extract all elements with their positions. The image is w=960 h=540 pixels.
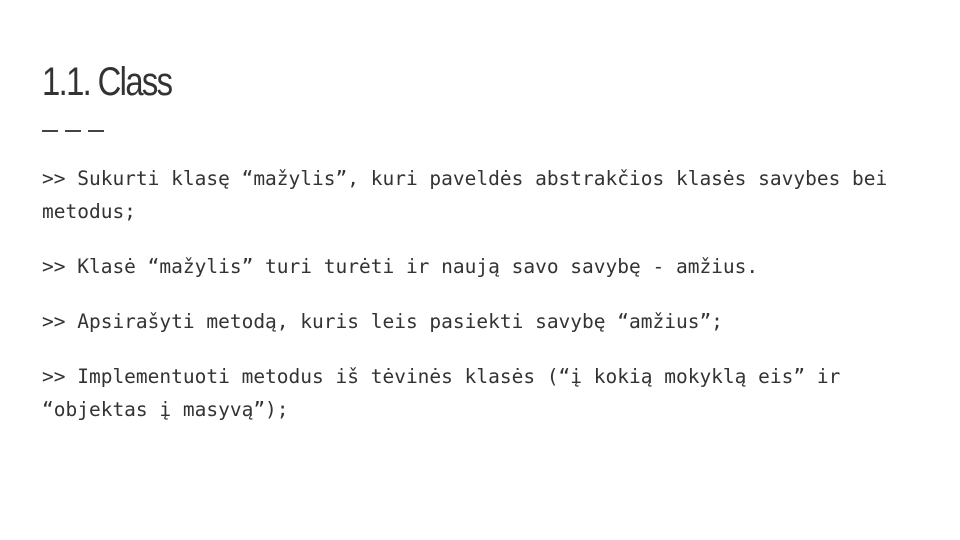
slide-body — [42, 162, 922, 448]
slide-title: 1.1. Class — [42, 60, 172, 104]
bullet-new-property: >> Klasė “mažylis” turi turėti ir naują savo savybę - amžius. — [42, 255, 759, 278]
title-divider — [42, 130, 105, 132]
bullet-create-class: >> Sukurti klasę “mažylis”, kuri paveldės abstrakčios klasės savybes bei metodus; — [42, 167, 888, 223]
bullet-getter-method: >> Apsirašyti metodą, kuris leis pasiekti savybę “amžius”; — [42, 310, 723, 333]
bullet-implement-methods: >> Implementuoti metodus iš tėvinės klasės (“į kokią mokyklą eis” ir “objektas į masyvą”); — [42, 365, 841, 421]
